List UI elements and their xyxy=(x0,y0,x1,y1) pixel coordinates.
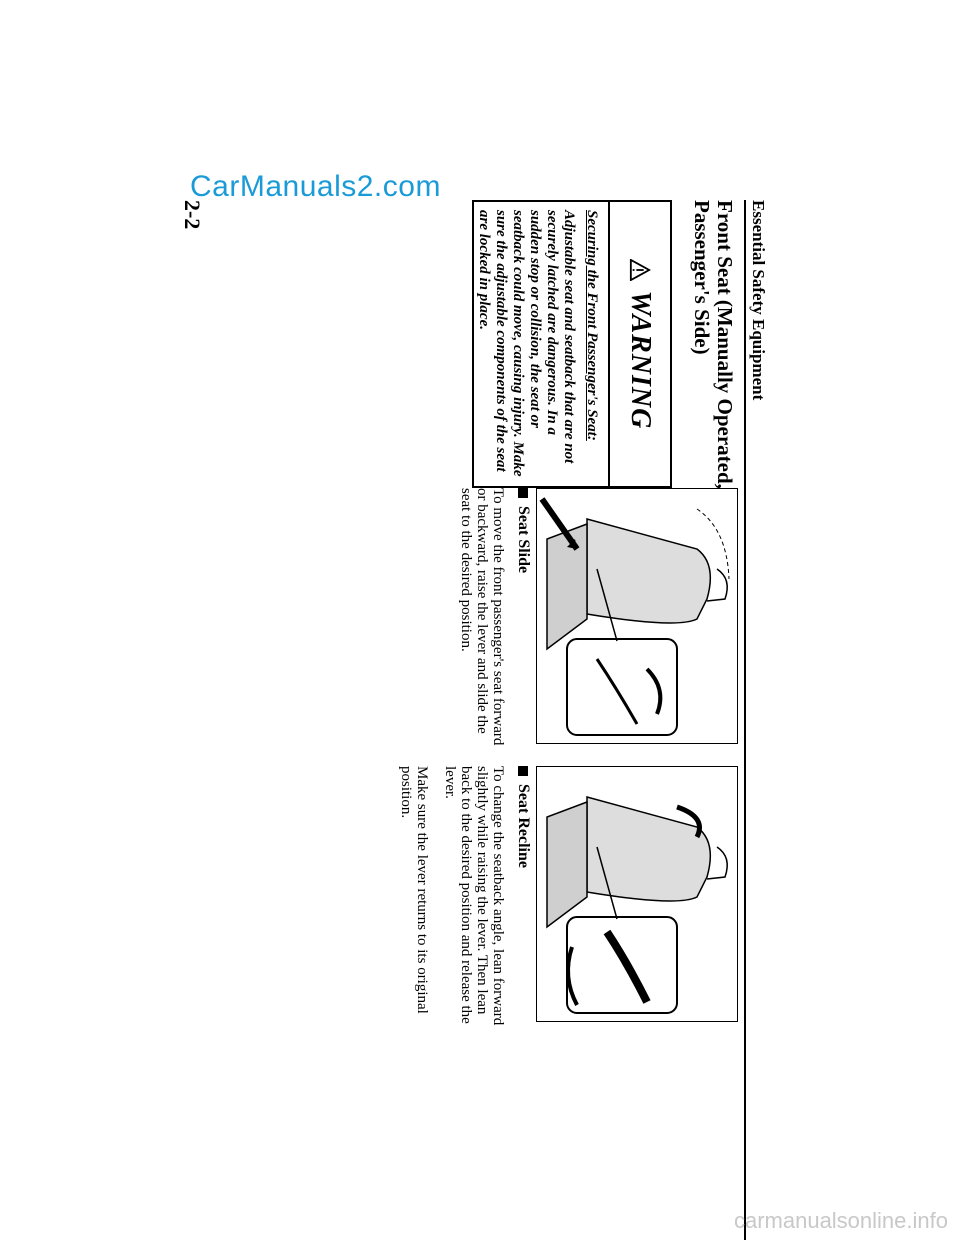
bullet-square-icon xyxy=(518,766,528,776)
seat-slide-illustration xyxy=(536,488,738,744)
seat-slide-heading xyxy=(514,488,532,573)
seat-recline-drawing xyxy=(537,767,737,1021)
page-title: Front Seat (Manually Operated, Passenger's Side) xyxy=(690,200,737,489)
seat-slide-heading-text: Seat Slide xyxy=(515,506,532,574)
warning-text: Adjustable seat and seatback that are not securely latched are dangerous. In a sudden stop or collision, the seat or seatback could move, causing injury. Make sure the adjustable components of the seat are locked in place. xyxy=(476,210,577,477)
seat-recline-illustration xyxy=(536,766,738,1022)
seat-recline-heading-text: Seat Recline xyxy=(515,784,532,868)
seat-recline-note: Make sure the lever returns to its original position. xyxy=(398,766,430,1014)
seat-recline-heading xyxy=(514,766,532,868)
section-header: Essential Safety Equipment xyxy=(749,200,768,401)
page-number: 2-2 xyxy=(180,200,205,230)
warning-subheading: Securing the Front Passenger's Seat: xyxy=(584,210,600,441)
warning-header xyxy=(608,202,670,486)
warning-triangle-icon xyxy=(629,259,651,281)
bullet-square-icon xyxy=(518,488,528,498)
manual-page xyxy=(98,200,768,1250)
seat-recline-text: To change the seatback angle, lean forward slightly while raising the lever. Then lean back to the desired position and release the lever. xyxy=(442,766,506,1026)
seat-slide-text: To move the front passenger's seat forward or backward, raise the lever and slide the seat to the desired position. xyxy=(458,488,506,746)
seat-slide-drawing xyxy=(537,489,737,743)
header-rule xyxy=(744,200,746,1240)
warning-label: WARNING xyxy=(625,290,656,430)
watermark-top: CarManuals2.com xyxy=(190,170,441,203)
warning-box xyxy=(472,200,672,488)
warning-body xyxy=(475,202,608,486)
watermark-bottom: carmanualsonline.info xyxy=(733,1208,948,1233)
